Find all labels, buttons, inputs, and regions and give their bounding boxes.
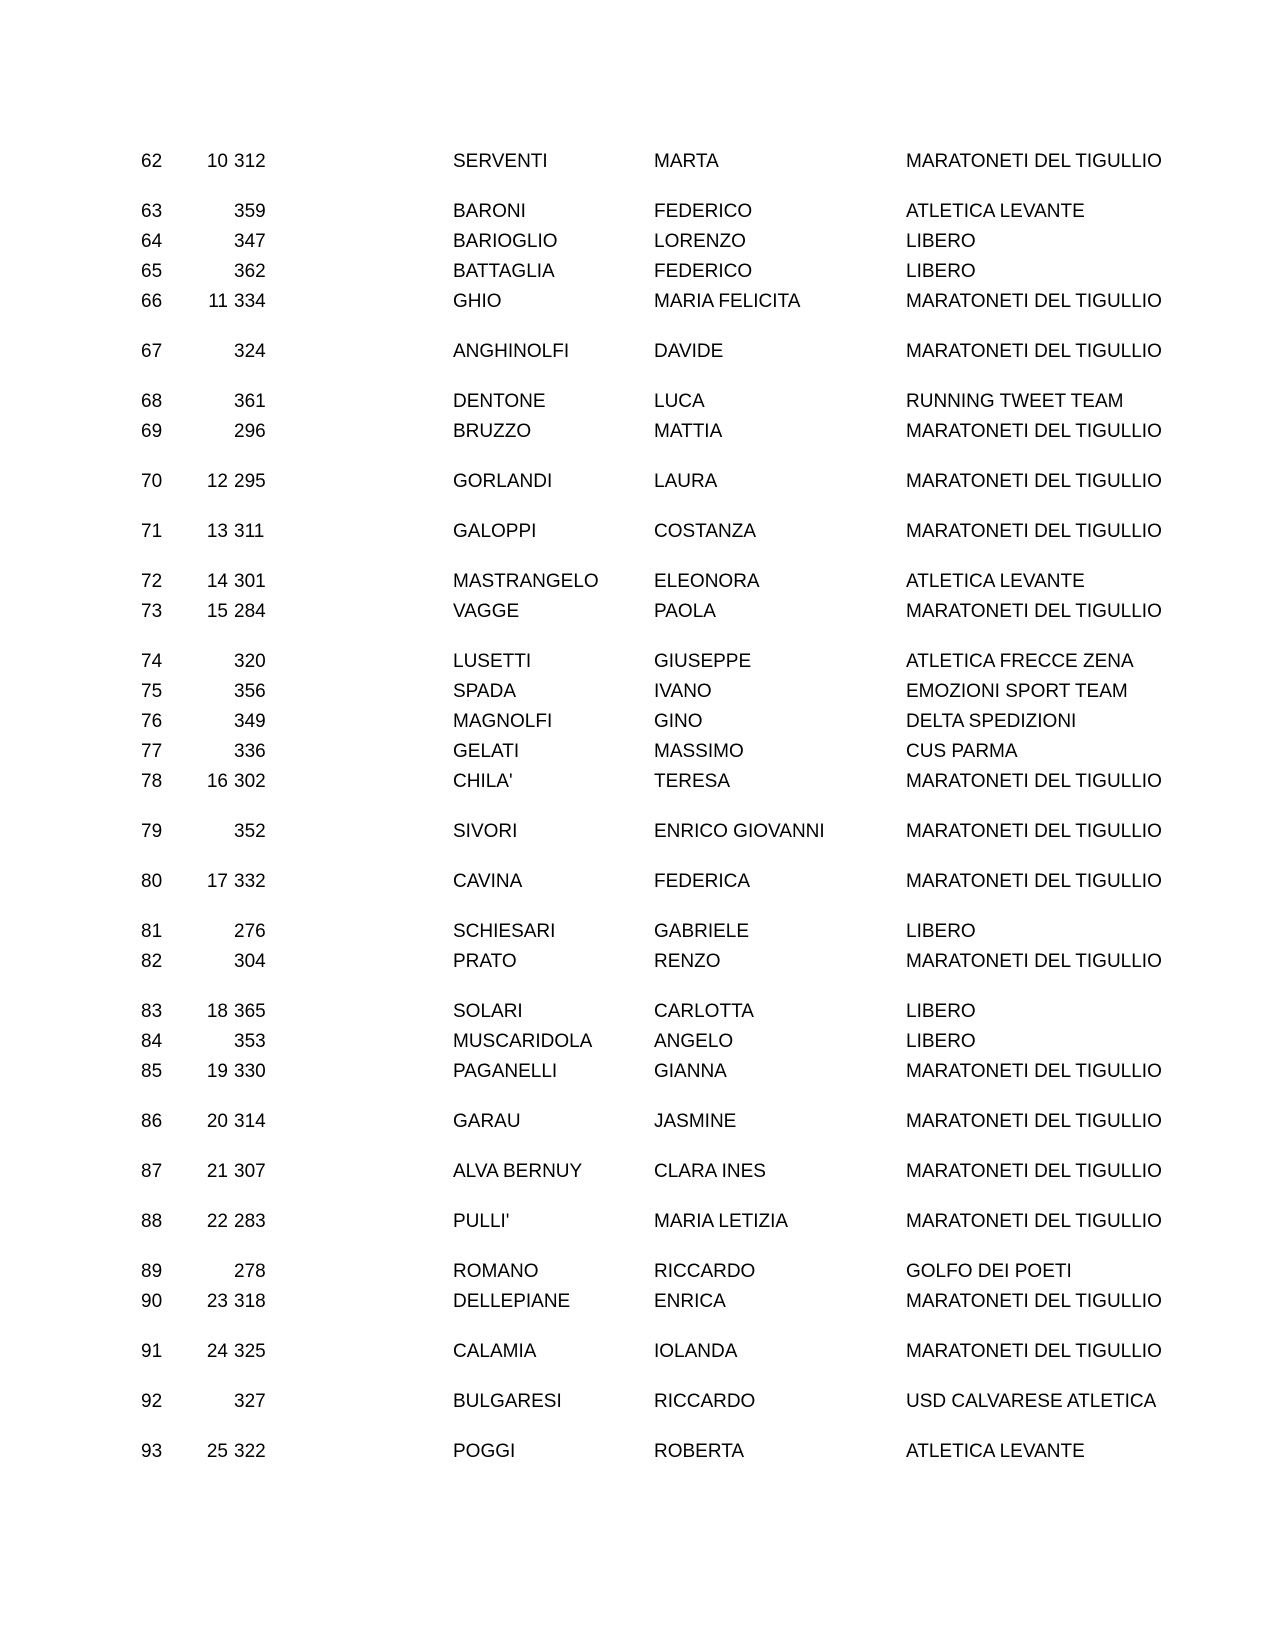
category-rank-cell: 20 [206, 1111, 228, 1132]
bib-number-cell: 324 [234, 341, 266, 362]
surname-cell: BARONI [453, 201, 526, 222]
surname-cell: SERVENTI [453, 151, 548, 172]
position-cell: 76 [141, 711, 163, 732]
position-cell: 81 [141, 921, 163, 942]
category-rank-cell: 17 [206, 871, 228, 892]
position-cell: 66 [141, 291, 163, 312]
team-cell: LIBERO [906, 261, 976, 282]
first-name-cell: JASMINE [654, 1111, 737, 1132]
first-name-cell: PAOLA [654, 601, 716, 622]
team-cell: RUNNING TWEET TEAM [906, 391, 1124, 412]
bib-number-cell: 311 [234, 521, 265, 542]
category-rank-cell: 10 [206, 151, 228, 172]
category-rank-cell: 25 [206, 1441, 228, 1462]
team-cell: MARATONETI DEL TIGULLIO [906, 871, 1162, 892]
category-rank-cell: 16 [206, 771, 228, 792]
first-name-cell: ELEONORA [654, 571, 760, 592]
team-cell: EMOZIONI SPORT TEAM [906, 681, 1128, 702]
team-cell: ATLETICA LEVANTE [906, 571, 1085, 592]
bib-number-cell: 330 [234, 1061, 266, 1082]
first-name-cell: IVANO [654, 681, 712, 702]
position-cell: 80 [141, 871, 163, 892]
first-name-cell: MARIA LETIZIA [654, 1211, 789, 1232]
surname-cell: CAVINA [453, 871, 523, 892]
surname-cell: LUSETTI [453, 651, 532, 672]
position-cell: 92 [141, 1391, 163, 1412]
bib-number-cell: 327 [234, 1391, 266, 1412]
bib-number-cell: 361 [234, 391, 266, 412]
bib-number-cell: 320 [234, 651, 266, 672]
position-cell: 90 [141, 1291, 163, 1312]
first-name-cell: MASSIMO [654, 741, 744, 762]
first-name-cell: ROBERTA [654, 1441, 745, 1462]
surname-cell: POGGI [453, 1441, 516, 1462]
category-rank-cell: 22 [206, 1211, 228, 1232]
team-cell: MARATONETI DEL TIGULLIO [906, 151, 1162, 172]
surname-cell: GELATI [453, 741, 520, 762]
surname-cell: ALVA BERNUY [453, 1161, 583, 1182]
bib-number-cell: 278 [234, 1261, 266, 1282]
first-name-cell: LAURA [654, 471, 718, 492]
surname-cell: BARIOGLIO [453, 231, 558, 252]
surname-cell: BRUZZO [453, 421, 532, 442]
team-cell: ATLETICA FRECCE ZENA [906, 651, 1134, 672]
bib-number-cell: 352 [234, 821, 266, 842]
position-cell: 87 [141, 1161, 163, 1182]
team-cell: DELTA SPEDIZIONI [906, 711, 1077, 732]
bib-number-cell: 332 [234, 871, 266, 892]
position-cell: 75 [141, 681, 163, 702]
position-cell: 93 [141, 1441, 163, 1462]
first-name-cell: TERESA [654, 771, 731, 792]
first-name-cell: FEDERICO [654, 201, 753, 222]
team-cell: LIBERO [906, 1031, 976, 1052]
bib-number-cell: 353 [234, 1031, 266, 1052]
position-cell: 63 [141, 201, 163, 222]
position-cell: 77 [141, 741, 163, 762]
team-cell: MARATONETI DEL TIGULLIO [906, 951, 1162, 972]
first-name-cell: GIANNA [654, 1061, 727, 1082]
first-name-cell: FEDERICA [654, 871, 751, 892]
team-cell: MARATONETI DEL TIGULLIO [906, 1341, 1162, 1362]
first-name-cell: ENRICA [654, 1291, 726, 1312]
position-cell: 67 [141, 341, 163, 362]
position-cell: 72 [141, 571, 163, 592]
bib-number-cell: 322 [234, 1441, 266, 1462]
team-cell: ATLETICA LEVANTE [906, 201, 1085, 222]
category-rank-cell: 19 [206, 1061, 228, 1082]
first-name-cell: COSTANZA [654, 521, 757, 542]
surname-cell: BATTAGLIA [453, 261, 555, 282]
bib-number-cell: 312 [234, 151, 266, 172]
category-rank-cell: 14 [206, 571, 228, 592]
team-cell: LIBERO [906, 1001, 976, 1022]
position-cell: 74 [141, 651, 163, 672]
bib-number-cell: 362 [234, 261, 266, 282]
first-name-cell: GIUSEPPE [654, 651, 752, 672]
position-cell: 88 [141, 1211, 163, 1232]
first-name-cell: ANGELO [654, 1031, 734, 1052]
position-cell: 79 [141, 821, 163, 842]
bib-number-cell: 304 [234, 951, 266, 972]
surname-cell: MASTRANGELO [453, 571, 599, 592]
first-name-cell: RICCARDO [654, 1261, 756, 1282]
bib-number-cell: 359 [234, 201, 266, 222]
position-cell: 91 [141, 1341, 163, 1362]
bib-number-cell: 314 [234, 1111, 266, 1132]
surname-cell: DELLEPIANE [453, 1291, 571, 1312]
category-rank-cell: 24 [206, 1341, 228, 1362]
category-rank-cell: 15 [206, 601, 228, 622]
surname-cell: PRATO [453, 951, 517, 972]
bib-number-cell: 347 [234, 231, 266, 252]
position-cell: 69 [141, 421, 163, 442]
surname-cell: DENTONE [453, 391, 546, 412]
team-cell: MARATONETI DEL TIGULLIO [906, 1161, 1162, 1182]
team-cell: MARATONETI DEL TIGULLIO [906, 1291, 1162, 1312]
first-name-cell: IOLANDA [654, 1341, 738, 1362]
category-rank-cell: 21 [206, 1161, 228, 1182]
surname-cell: SCHIESARI [453, 921, 556, 942]
first-name-cell: MARIA FELICITA [654, 291, 801, 312]
category-rank-cell: 12 [206, 471, 228, 492]
team-cell: MARATONETI DEL TIGULLIO [906, 821, 1162, 842]
surname-cell: SPADA [453, 681, 517, 702]
team-cell: MARATONETI DEL TIGULLIO [906, 341, 1162, 362]
first-name-cell: FEDERICO [654, 261, 753, 282]
surname-cell: MUSCARIDOLA [453, 1031, 593, 1052]
surname-cell: CALAMIA [453, 1341, 537, 1362]
bib-number-cell: 334 [234, 291, 266, 312]
first-name-cell: MARTA [654, 151, 719, 172]
team-cell: MARATONETI DEL TIGULLIO [906, 521, 1162, 542]
team-cell: ATLETICA LEVANTE [906, 1441, 1085, 1462]
team-cell: MARATONETI DEL TIGULLIO [906, 291, 1162, 312]
surname-cell: SOLARI [453, 1001, 523, 1022]
first-name-cell: GINO [654, 711, 703, 732]
first-name-cell: CLARA INES [654, 1161, 766, 1182]
first-name-cell: RICCARDO [654, 1391, 756, 1412]
surname-cell: BULGARESI [453, 1391, 562, 1412]
bib-number-cell: 325 [234, 1341, 266, 1362]
bib-number-cell: 307 [234, 1161, 266, 1182]
first-name-cell: DAVIDE [654, 341, 724, 362]
bib-number-cell: 283 [234, 1211, 266, 1232]
surname-cell: PULLI' [453, 1211, 510, 1232]
team-cell: CUS PARMA [906, 741, 1018, 762]
position-cell: 84 [141, 1031, 163, 1052]
position-cell: 83 [141, 1001, 163, 1022]
bib-number-cell: 318 [234, 1291, 266, 1312]
surname-cell: GALOPPI [453, 521, 537, 542]
surname-cell: PAGANELLI [453, 1061, 558, 1082]
team-cell: LIBERO [906, 921, 976, 942]
position-cell: 70 [141, 471, 163, 492]
bib-number-cell: 301 [234, 571, 266, 592]
position-cell: 62 [141, 151, 163, 172]
position-cell: 89 [141, 1261, 163, 1282]
position-cell: 64 [141, 231, 163, 252]
team-cell: GOLFO DEI POETI [906, 1261, 1072, 1282]
bib-number-cell: 336 [234, 741, 266, 762]
team-cell: MARATONETI DEL TIGULLIO [906, 421, 1162, 442]
surname-cell: SIVORI [453, 821, 518, 842]
surname-cell: GHIO [453, 291, 502, 312]
surname-cell: ANGHINOLFI [453, 341, 570, 362]
bib-number-cell: 302 [234, 771, 266, 792]
position-cell: 71 [141, 521, 163, 542]
surname-cell: GARAU [453, 1111, 521, 1132]
category-rank-cell: 11 [208, 291, 228, 312]
surname-cell: CHILA' [453, 771, 513, 792]
first-name-cell: LORENZO [654, 231, 746, 252]
team-cell: MARATONETI DEL TIGULLIO [906, 771, 1162, 792]
first-name-cell: CARLOTTA [654, 1001, 754, 1022]
bib-number-cell: 284 [234, 601, 266, 622]
team-cell: MARATONETI DEL TIGULLIO [906, 601, 1162, 622]
position-cell: 85 [141, 1061, 163, 1082]
bib-number-cell: 295 [234, 471, 266, 492]
bib-number-cell: 276 [234, 921, 266, 942]
bib-number-cell: 365 [234, 1001, 266, 1022]
bib-number-cell: 356 [234, 681, 266, 702]
team-cell: LIBERO [906, 231, 976, 252]
position-cell: 68 [141, 391, 163, 412]
first-name-cell: ENRICO GIOVANNI [654, 821, 825, 842]
bib-number-cell: 349 [234, 711, 266, 732]
surname-cell: ROMANO [453, 1261, 539, 1282]
category-rank-cell: 23 [206, 1291, 228, 1312]
team-cell: MARATONETI DEL TIGULLIO [906, 1111, 1162, 1132]
position-cell: 86 [141, 1111, 163, 1132]
bib-number-cell: 296 [234, 421, 266, 442]
surname-cell: VAGGE [453, 601, 520, 622]
first-name-cell: MATTIA [654, 421, 723, 442]
position-cell: 82 [141, 951, 163, 972]
category-rank-cell: 13 [206, 521, 228, 542]
team-cell: MARATONETI DEL TIGULLIO [906, 1211, 1162, 1232]
position-cell: 65 [141, 261, 163, 282]
first-name-cell: RENZO [654, 951, 721, 972]
position-cell: 73 [141, 601, 163, 622]
first-name-cell: LUCA [654, 391, 705, 412]
first-name-cell: GABRIELE [654, 921, 750, 942]
team-cell: MARATONETI DEL TIGULLIO [906, 471, 1162, 492]
surname-cell: GORLANDI [453, 471, 553, 492]
surname-cell: MAGNOLFI [453, 711, 553, 732]
team-cell: USD CALVARESE ATLETICA [906, 1391, 1157, 1412]
team-cell: MARATONETI DEL TIGULLIO [906, 1061, 1162, 1082]
position-cell: 78 [141, 771, 163, 792]
category-rank-cell: 18 [206, 1001, 228, 1022]
